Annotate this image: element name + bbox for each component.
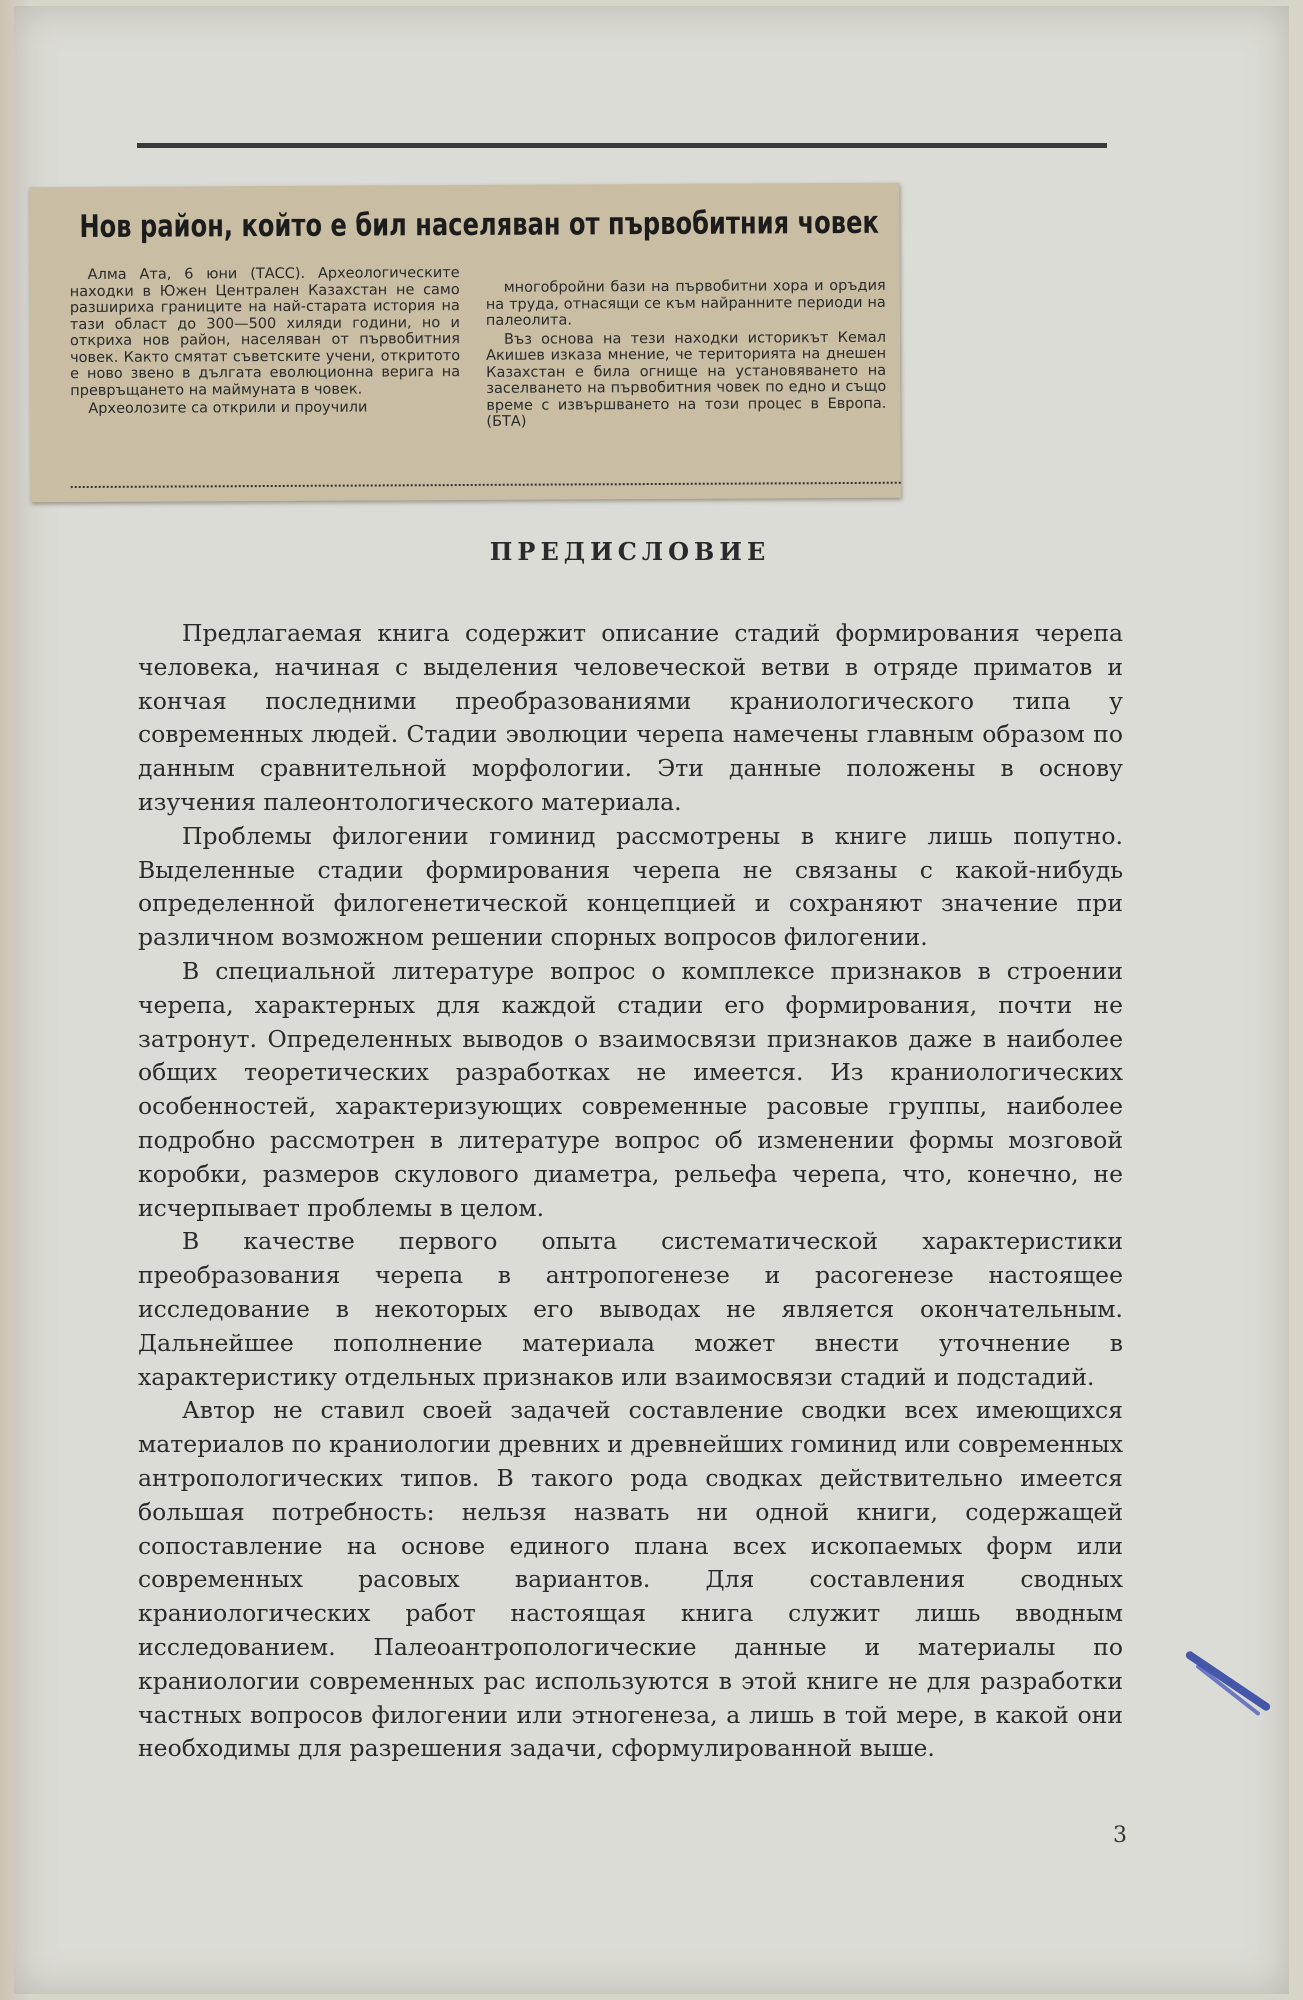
paragraph: Проблемы филогении гоминид рассмотрены в книге лишь попутно. Выделенные стадии формирования черепа не связаны с какой-нибудь определенной филогенетической концепцией и сохраняют значение при различном возможном решении спорных вопросов филогении. [138, 821, 1123, 952]
paragraph: В специальной литературе вопрос о комплексе признаков в строении черепа, характерных для каждой стадии его формирования, почти не затронут. Определенных выводов о взаимосвязи признаков даже в наиболее общих теоретических разработках не имеется. Из краниологических особенностей, характеризующих современные расовые группы, наиболее подробно рассмотрен в литературе вопрос об изменении формы мозговой коробки, размеров скулового диаметра, рельефа черепа, что, конечно, не исчерпывает проблемы в целом. [138, 956, 1123, 1222]
paragraph: Автор не ставил своей задачей составление сводки всех имеющихся материалов по краниологии древних и древнейших гоминид или современных антропологических типов. В такого рода сводках действительно имеется большая потребность: нельзя назвать ни одной книги, содержащей сопоставление на основе единого плана всех ископаемых форм или современных расовых вариантов. Для составления сводных краниологических работ настоящая книга служит лишь вводным исследованием. Палеоантропологические данные и материалы по краниологии современных рас используются в этой книге не для разработки частных вопросов филогении или этногенеза, а лишь в той мере, в какой они необходимы для разрешения задачи, сформулированной выше. [138, 1396, 1123, 1763]
paragraph: Предлагаемая книга содержит описание стадий формирования черепа человека, начиная с выделения человеческой ветви в отряде приматов и кончая последними преобразованиями краниологического типа у современных людей. Стадии эволюции черепа намечены главным образом по данным сравнительной морфологии. Эти данные положены в основу изучения палеонтологического материала. [138, 619, 1123, 816]
preface-body [138, 617, 1123, 1766]
clipping-paragraph: Алма Ата, 6 юни (ТАСС). Археологическите находки в Южен Централен Казахстан не само разшириха границите на най-старата история на тази област до 300—500 хиляди години, но и откриха нов район, населяван от първобитния човек. Както смятат съветските учени, откритото е ново звено в дългата еволюционна верига на превръщането на маймуната в човек. [69, 265, 461, 399]
clipping-left-column [70, 265, 461, 420]
clipping-headline: Нов район, който е бил населяван от първобитния човек [79, 204, 879, 246]
clipping-paragraph: Въз основа на тези находки историкът Кемал Акишев изказа мнение, че територията на днешен Казахстан е била огнище на установяването на заселването на първобитния човек по едно и също време с извършването на този процес в Европа. (БТА) [486, 329, 887, 430]
page-number: 3 [1113, 1823, 1127, 1848]
paragraph: В качестве первого опыта систематической характеристики преобразования черепа в антропогенезе и расогенезе настоящее исследование в некоторых его выводах не является окончательным. Дальнейшее пополнение материала может внести уточнение в характеристику отдельных признаков или взаимосвязи стадий и подстадий. [138, 1227, 1123, 1391]
newspaper-clipping [29, 183, 901, 503]
clipping-paragraph: Археолозите са открили и проучили [88, 399, 368, 417]
clipping-paragraph: многобройни бази на първобитни хора и оръдия на труда, отнасящи се към найранните периоди на палеолита. [485, 277, 886, 329]
section-title: ПРЕДИСЛОВИЕ [489, 537, 771, 566]
header-rule [137, 143, 1107, 148]
clipping-torn-edge [71, 474, 901, 488]
clipping-right-column [486, 278, 887, 433]
